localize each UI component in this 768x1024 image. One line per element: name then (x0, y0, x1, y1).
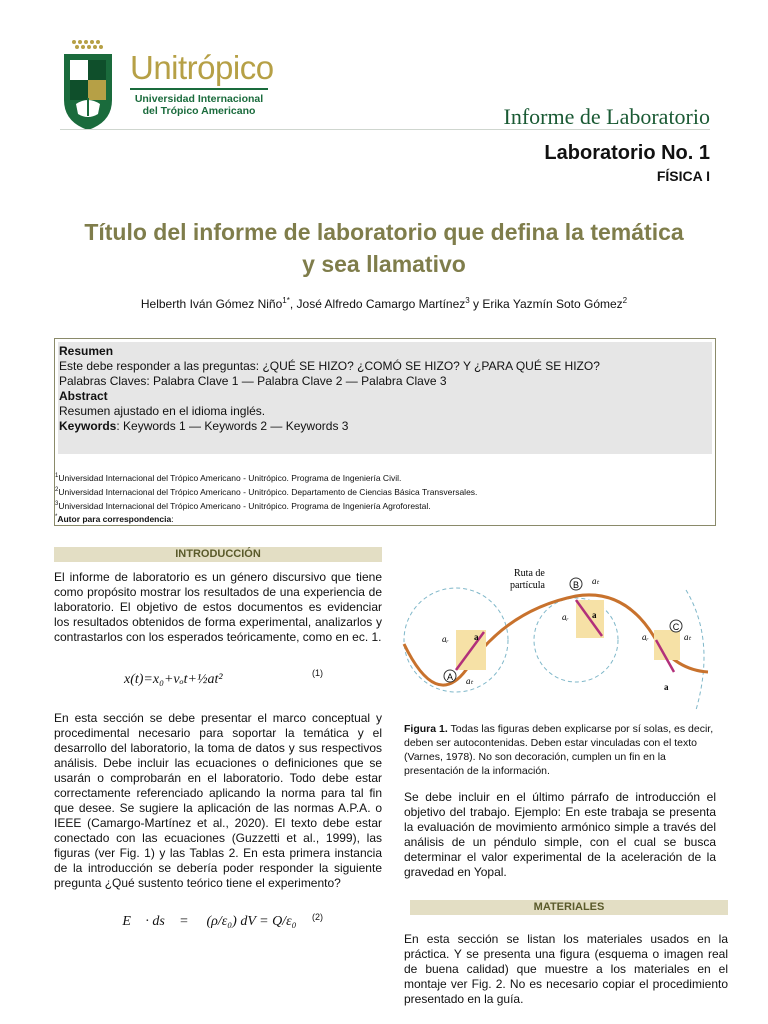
title-line-2: y sea llamativo (302, 251, 466, 277)
author-3: Erika Yazmín Soto Gómez (482, 297, 623, 311)
subject: FÍSICA I (656, 168, 710, 184)
keywords-line (59, 419, 600, 434)
figure-1-caption-label: Figura 1. (404, 723, 448, 735)
affiliation-1 (55, 470, 477, 484)
component-t-label-a: aₜ (466, 676, 474, 686)
figure-1-caption (404, 722, 716, 778)
brand-subtitle-2: del Trópico Americano (142, 105, 256, 117)
point-b-label: B (572, 580, 580, 590)
page-title (54, 216, 714, 280)
equation-1-number: (1) (312, 668, 323, 678)
lab-number: Laboratorio No. 1 (544, 142, 710, 164)
intro-paragraph-1: El informe de laboratorio es un género discursivo que tiene como propósito mostrar los resultados de una experiencia de laboratorio. El objetivo de estos documentos es evidenciar los resultados obtenidos de forma experimental, analizarlos y contrastarlos con los esperados teóricamente, como en ec. 1. (54, 570, 382, 644)
affiliation-1-sup: 1 (55, 473, 59, 479)
vector-a-label-a: a (474, 632, 479, 642)
affiliation-1-text: Universidad Internacional del Trópico Americano - Unitrópico. Programa de Ingeniería Civil. (58, 472, 402, 483)
title-line-1: Título del informe de laboratorio que defina la temática (84, 219, 684, 245)
resumen-text: Este debe responder a las preguntas: ¿QUÉ SE HIZO? ¿COMÓ SE HIZO? Y ¿PARA QUÉ SE HIZO? (59, 359, 600, 373)
component-r-label-b: aᵣ (562, 612, 569, 622)
materiales-paragraph: En esta sección se listan los materiales usados en la práctica. Y se presenta una figura (esquema o imagen real de buena calidad) que muestre a los materiales en el montaje ver Fig. 2. No es necesario copiar el procedimiento presentado en la guía. (404, 932, 728, 1006)
corresponding-author (55, 511, 477, 525)
component-t-label-c: aₜ (684, 632, 692, 642)
affiliation-3 (55, 498, 477, 512)
section-materiales-heading: MATERIALES (410, 900, 728, 915)
author-1-sup: 1* (282, 296, 290, 305)
affiliations (55, 470, 477, 525)
objective-paragraph: Se debe incluir en el último párrafo de introducción el objetivo del trabajo. Ejemplo: En este trabaja se presenta la evaluación de movimiento armónico simple a través del análisis de un péndulo simple, con el cual se busca determinar el valor experimental de la aceleración de la gravedad en Yopal. (404, 790, 716, 879)
header-divider (60, 129, 710, 130)
affiliation-3-text: Universidad Internacional del Trópico Americano - Unitrópico. Programa de Ingeniería Agroforestal. (58, 500, 431, 511)
keywords-text: : Keywords 1 — Keywords 2 — Keywords 3 (116, 419, 349, 433)
resumen-heading: Resumen (59, 344, 114, 358)
affiliation-3-sup: 3 (55, 500, 59, 507)
corresp-sup: * (55, 514, 58, 521)
equation-1: x(t)=x₀+vₒt+½at² (124, 672, 223, 687)
authors-line (54, 296, 714, 311)
route-label-1: Ruta de (514, 568, 545, 579)
section-intro-heading: INTRODUCCIÓN (54, 547, 382, 562)
brand-subtitle-1: Universidad Internacional (134, 93, 264, 105)
brand-block (130, 50, 274, 117)
report-kind: Informe de Laboratorio (503, 104, 710, 129)
component-r-label-c: aᵣ (642, 632, 649, 642)
intro-paragraph-2: En esta sección se debe presentar el marco conceptual y procedimental necesario para soportar la temática y el desarrollo del laboratorio, la toma de datos y sus respectivos análisis. Debe incluir las ecuaciones o definiciones que se usarán o comprobarán en el laboratorio. Todo debe estar correctamente referenciado aplicando la norma para tal fin que desee. Se sugiere la aplicación de las normas A.P.A. o IEEE (Camargo-Martínez et al., 2020). El texto debe estar conectado con las ecuaciones (Guzzetti et al., 1999), las figuras (ver Fig. 1) y las Tablas 2. En esta primera instancia de la introducción se debería poder responder la siguiente pregunta ¿Qué sustento teórico tiene el experimento? (54, 711, 382, 890)
affiliation-2-sup: 2 (55, 486, 59, 493)
route-label-2: partícula (510, 580, 545, 591)
author-sep-1: , (289, 297, 297, 311)
equation-2-number: (2) (312, 912, 323, 922)
corresp-colon: : (171, 514, 174, 525)
curvature-arc-c (686, 590, 704, 710)
equation-2: ∮ E⃗ · ds⃗ = ∮ (ρ/ε₀) dV = Q/ε₀ (108, 914, 297, 929)
component-t-label-b: aₜ (592, 576, 600, 586)
affiliation-2 (55, 484, 477, 498)
component-r-label-a: aᵣ (442, 634, 449, 644)
figure-1-particle-path (396, 560, 716, 710)
abstract-box (54, 338, 716, 526)
palabras-claves: Palabras Claves: Palabra Clave 1 — Palabra Clave 2 — Palabra Clave 3 (59, 374, 447, 388)
vector-a-label-c: a (664, 682, 669, 692)
vector-a-label-b: a (592, 610, 597, 620)
affiliation-2-text: Universidad Internacional del Trópico Americano - Unitrópico. Departamento de Ciencias Básica Transversales. (58, 486, 478, 497)
abstract-content (59, 344, 600, 434)
point-c-label: C (672, 622, 680, 632)
figure-1-caption-text: Todas las figuras deben explicarse por sí solas, es decir, deben ser autocontenidas. Deben estar vinculadas con el texto (Varnes, 1978). No son decoración, cumplen un fin en la presentación de la información. (404, 723, 714, 777)
keywords-heading: Keywords (59, 419, 117, 433)
brand-rule (130, 88, 268, 90)
author-3-sup: 2 (622, 296, 628, 305)
point-a-label: A (446, 672, 454, 682)
abstract-heading: Abstract (59, 389, 108, 403)
brand-name: Unitrópico (130, 49, 274, 86)
author-2: José Alfredo Camargo Martínez (296, 297, 466, 311)
abstract-text: Resumen ajustado en el idioma inglés. (59, 404, 266, 418)
author-2-sup: 3 (465, 296, 470, 305)
author-sep-2: y (469, 297, 483, 311)
unitropico-shield-logo (60, 38, 116, 132)
author-1: Helberth Iván Gómez Niño (140, 297, 283, 311)
corresp-label: Autor para correspondencia (57, 514, 172, 525)
